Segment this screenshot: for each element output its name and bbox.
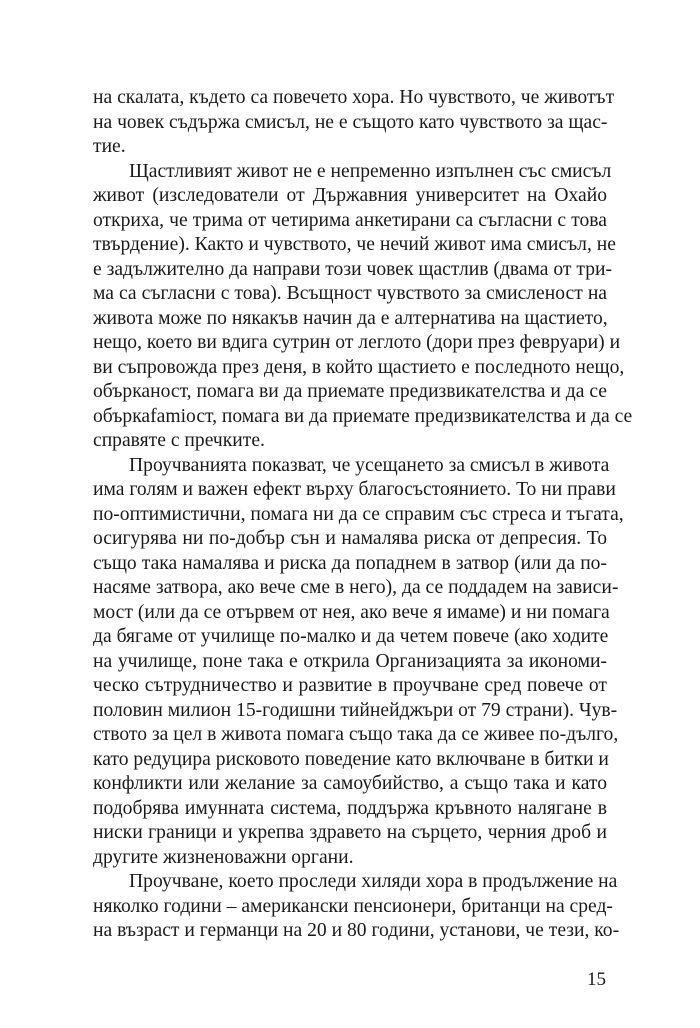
text-line: твърдение). Както и чувството, че нечий живот има смисъл, не bbox=[93, 234, 616, 255]
text-line: на човек съдържа смисъл, не е същото като чувството за щас- bbox=[93, 111, 608, 133]
page-number: 15 bbox=[587, 969, 606, 990]
paragraph bbox=[93, 870, 620, 944]
text-line: ниски граници и укрепва здравето на сърцето, черния дроб и bbox=[93, 822, 607, 843]
body-text bbox=[93, 86, 633, 944]
text-line: откриха, че трима от четирима анкетирани са съгласни с това bbox=[93, 209, 607, 231]
text-line: ството за цел в живота помага също така да се живее по-дълго, bbox=[93, 724, 619, 745]
text-line: тие. bbox=[93, 136, 126, 157]
text-line: обърканост, помага ви да приемате предизвикателства и да се bbox=[93, 381, 607, 402]
text-line: живота може по някакъв начин да е алтернатива на щастието, bbox=[93, 307, 608, 329]
text-line: по-оптимистични, помага ни да се справим със стреса и тъгата, bbox=[93, 503, 624, 525]
text-line: живот (изследователи от Държавния университет на Охайо bbox=[93, 185, 607, 206]
text-line: другите жизненоважни органи. bbox=[93, 846, 354, 868]
text-line: като редуцира рисковото поведение като включване в битки и bbox=[93, 748, 609, 770]
text-line: подобрява имунната система, поддържа кръвното налягане в bbox=[93, 797, 607, 819]
text-line: на скалата, където са повечето хора. Но чувството, че животът bbox=[93, 87, 615, 108]
text-line: насяме затвора, ако вече сме в него), да се поддадем на зависи- bbox=[93, 577, 619, 598]
text-line: също така намалява и риска да попаднем в затвор (или да по- bbox=[93, 552, 607, 574]
text-line: да бягаме от училище по-малко и да четем повече (ако ходите bbox=[93, 626, 609, 647]
text-line: ческо сътрудничество и развитие в проучване сред повече от bbox=[93, 675, 607, 696]
text-line: на училище, поне така е открила Организацията за икономи- bbox=[93, 650, 607, 672]
text-line: е задължително да направи този човек щастлив (двама от три- bbox=[93, 258, 613, 280]
text-line: Проучване, което проследи хиляди хора в продължение на bbox=[129, 871, 618, 892]
paragraph bbox=[93, 454, 624, 871]
text-line: ви съпровожда през деня, в който щастието е последното нещо, bbox=[93, 356, 625, 378]
text-line: конфликти или желание за самоубийство, а също така и като bbox=[93, 773, 607, 794]
paragraph bbox=[93, 86, 615, 160]
text-line: нещо, което ви вдига сутрин от леглото (дори през февруари) и bbox=[93, 332, 621, 353]
text-line: на възраст и германци на 20 и 80 години, установи, че тези, ко- bbox=[93, 920, 620, 941]
text-line: Проучванията показват, че усещането за смисъл в живота bbox=[129, 454, 610, 476]
text-line: справяте с пречките. bbox=[93, 430, 265, 451]
text-line: мост (или да се отървем от нея, ако вече я имаме) и ни помага bbox=[93, 601, 610, 623]
text-line: няколко години – американски пенсионери, британци на сред- bbox=[93, 895, 613, 917]
text-line: има голям и важен ефект върху благосъстоянието. То ни прави bbox=[93, 479, 616, 500]
text-line: ма са съгласни с това). Всъщност чувството за смисленост на bbox=[93, 283, 607, 304]
paragraph bbox=[93, 160, 633, 454]
text-line: половин милион 15-годишни тийнейджъри от 79 страни). Чув- bbox=[93, 699, 618, 721]
text-line: осигурява ни по-добър сън и намалява риска от депресия. То bbox=[93, 528, 607, 549]
text-line: Щастливият живот не е непременно изпълнен със смисъл bbox=[129, 160, 612, 182]
text-line: объркаfamiост, помага ви да приемате предизвикателства и да се bbox=[93, 405, 633, 427]
